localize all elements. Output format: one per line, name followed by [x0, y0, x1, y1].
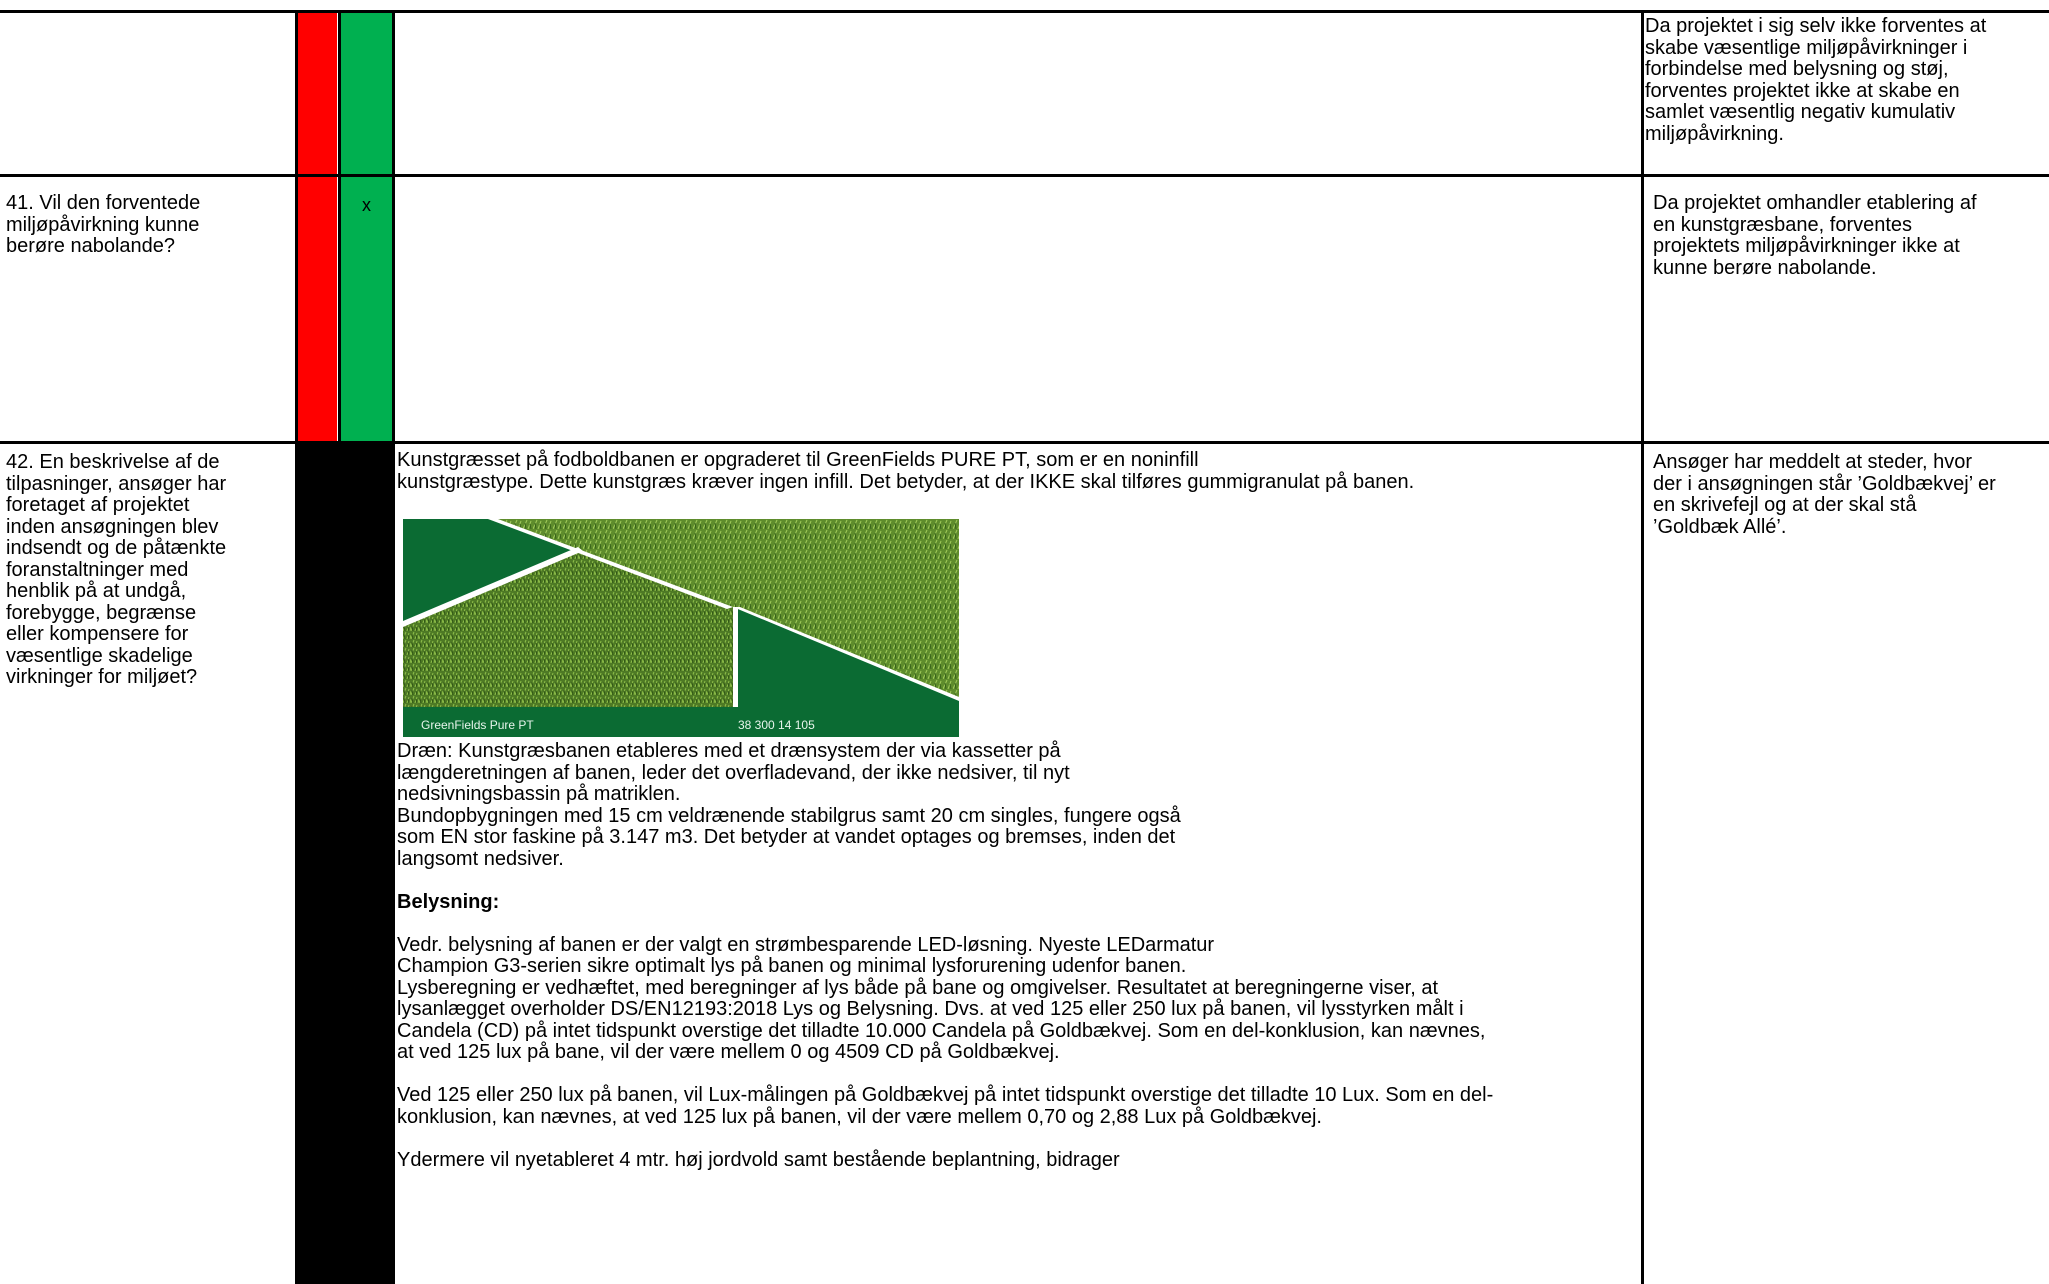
belysning-paragraph: Vedr. belysning af banen er der valgt en strømbesparende LED-løsning. Nyeste LEDarmatur Champion G3-serien sikre optimalt lys på banen og minimal lysforurening udenfor banen. Lysberegning er vedhæftet, med beregninger af lys både på bane og omgivelser. Resultatet at beregningerne viser, at lysanlægget overholder DS/EN12193:2018 Lys og Belysning. Dvs. at ved 125 eller 250 lux på banen, vil lysstyrken målt i Candela (CD) på intet tidspunkt overstige det tilladte 10.000 Candela på Goldbækvej. Som en del-konklusion, kan nævnes, at ved 125 lux på bane, vil der være mellem 0 og 4509 CD på Goldbækvej.: [397, 933, 1486, 1063]
green-indicator-rows-40-41: [341, 13, 393, 441]
lux-paragraph: Ved 125 eller 250 lux på banen, vil Lux-målingen på Goldbækvej på intet tidspunkt overstige det tilladte 10 Lux. Som en del- konklusion, kan nævnes, at ved 125 lux på banen, vil der være mellem 0,70 og 2,88 Lux på Goldbækvej.: [397, 1084, 1494, 1128]
row-1-comment: Da projektet i sig selv ikke forventes at skabe væsentlige miljøpåvirkninger i forbindelse med belysning og støj, forventes projektet ikke at skabe en samlet væsentlig negativ kumulativ miljøpåvirkning.: [1645, 15, 1987, 145]
image-caption-product: GreenFields Pure PT: [421, 718, 534, 732]
row-3-comment: Ansøger har meddelt at steder, hvor der i ansøgningen står ’Goldbækvej’ er en skrivefejl og at der skal stå ’Goldbæk Allé’.: [1653, 451, 1996, 538]
row-divider-2: [0, 441, 2049, 444]
row-2-comment: Da projektet omhandler etablering af en kunstgræsbane, forventes projektets miljøpåvirkninger ikke at kunne berøre nabolande.: [1653, 192, 1977, 279]
image-caption-code: 38 300 14 105: [738, 718, 815, 732]
row-divider-1: [0, 174, 2049, 177]
row-2-question: 41. Vil den forventede miljøpåvirkning kunne berøre nabolande?: [6, 192, 201, 257]
turf-product-image: [403, 519, 959, 737]
column-divider-3: [392, 10, 395, 1284]
turf-texture-graphic: [403, 519, 959, 737]
belysning-heading: Belysning:: [397, 890, 500, 913]
table-top-border: [0, 10, 2049, 13]
image-caption-bar: [403, 707, 959, 737]
intro-paragraph: Kunstgræsset på fodboldbanen er opgraderet til GreenFields PURE PT, som er en noninfill kunstgræstype. Dette kunstgræs kræver ingen infill. Det betyder, at der IKKE skal tilføres gummigranulat på banen.: [397, 449, 1415, 493]
row-2-green-mark: x: [362, 195, 371, 215]
column-divider-2: [338, 10, 341, 1284]
row-3-question: 42. En beskrivelse af de tilpasninger, ansøger har foretaget af projektet inden ansøgningen blev indsendt og de påtænkte foranstaltninger med henblik på at undgå, forebygge, begrænse eller kompensere for væsentlige skadelige virkninger for miljøet?: [6, 451, 227, 688]
ydermere-paragraph: Ydermere vil nyetableret 4 mtr. høj jordvold samt bestående beplantning, bidrager: [397, 1148, 1120, 1171]
column-divider-4: [1641, 10, 1644, 1284]
black-indicator-row-42: [296, 444, 393, 1284]
draen-paragraph: Dræn: Kunstgræsbanen etableres med et drænsystem der via kassetter på længderetningen af banen, leder det overfladevand, der ikke nedsiver, til nyt nedsivningsbassin på matriklen. Bundopbygningen med 15 cm veldrænende stabilgrus samt 20 cm singles, fungere også som EN stor faskine på 3.147 m3. Det betyder at vandet optages og bremses, inden det langsomt nedsiver.: [397, 740, 1181, 870]
red-indicator-rows-40-41: [296, 13, 337, 441]
row-3-description: [397, 450, 1639, 1171]
column-divider-1: [295, 10, 298, 1284]
